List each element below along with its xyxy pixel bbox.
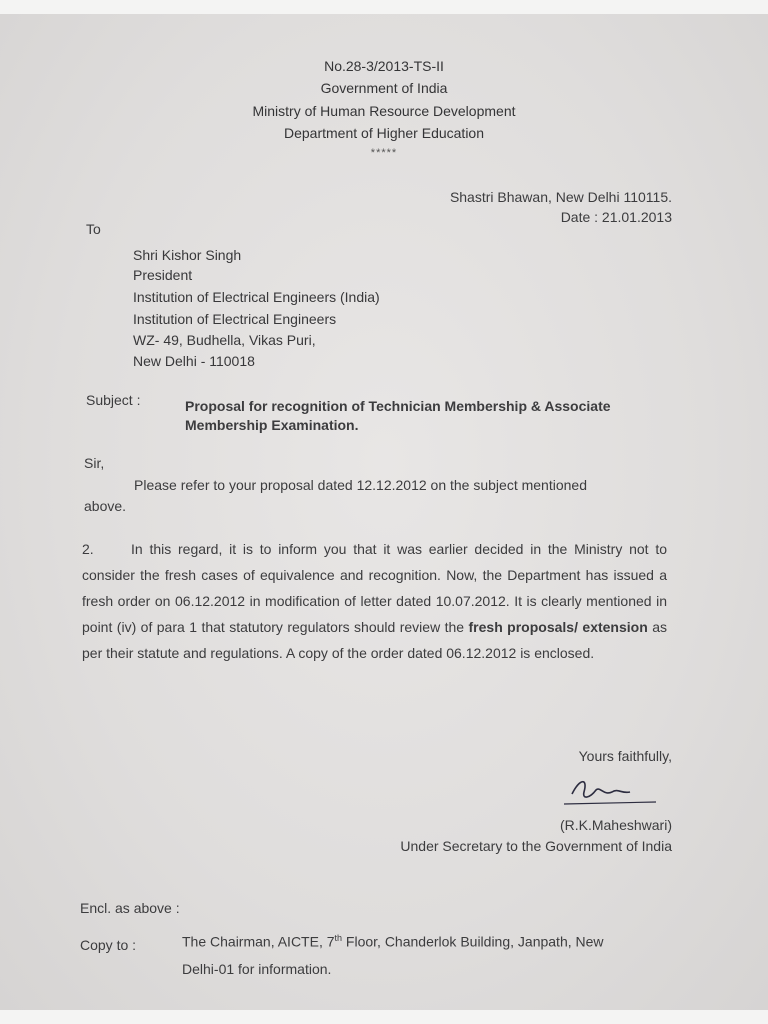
yours-faithfully: Yours faithfully, (578, 748, 672, 764)
para1-line-2: above. (84, 498, 127, 514)
recipient-line: New Delhi - 110018 (133, 353, 255, 369)
enclosure-note: Encl. as above : (80, 900, 180, 916)
copy-to-line-1-sup: th (334, 933, 343, 943)
subject-line-1: Proposal for recognition of Technician Membership & Associate (185, 398, 611, 414)
government-line: Government of India (320, 80, 448, 96)
para2 (82, 536, 667, 666)
signature-mark (560, 772, 660, 812)
copy-to-line-1 (182, 933, 604, 950)
place-line: Shastri Bhawan, New Delhi 110115. (449, 189, 672, 205)
para2-number: 2. (82, 541, 94, 557)
copy-to-line-2: Delhi-01 for information. (182, 961, 332, 977)
para1-line-1: Please refer to your proposal dated 12.12.2012 on the subject mentioned (134, 477, 587, 493)
recipient-line: President (133, 267, 193, 283)
para2-text-1: In this regard, it is to inform you that it was earlier decided in the Ministry not to consider the fresh cases of equivalence and recognition. Now, the Department has issued a fresh order on 06.12.2012 in modification of letter dated 10.07.2012. It is clearly mentioned in point (iv) of para 1 that statutory regulators should review the (82, 541, 667, 635)
ministry-line: Ministry of Human Resource Development (252, 103, 516, 119)
recipient-line: Shri Kishor Singh (133, 247, 242, 263)
department-line: Department of Higher Education (284, 125, 484, 141)
salutation: Sir, (84, 455, 105, 471)
recipient-line: Institution of Electrical Engineers (133, 311, 337, 327)
letter-page (0, 14, 768, 1010)
copy-to-label: Copy to : (80, 937, 137, 953)
recipient-line: WZ- 49, Budhella, Vikas Puri, (133, 332, 316, 348)
signatory-name: (R.K.Maheshwari) (559, 817, 672, 833)
copy-to-line-1-pre: The Chairman, AICTE, 7 (182, 933, 335, 950)
para2-text-2: as per their statute and regulations. A copy of the order dated 06.12.2012 is enclosed. (82, 619, 667, 661)
date-line: Date : 21.01.2013 (560, 209, 672, 225)
subject-line-2: Membership Examination. (185, 417, 359, 433)
signatory-designation: Under Secretary to the Government of India (400, 838, 672, 854)
to-label: To (86, 221, 101, 237)
para2-text-bold: fresh proposals/ extension (468, 619, 648, 635)
recipient-line: Institution of Electrical Engineers (India) (133, 289, 380, 305)
subject-label: Subject : (86, 392, 141, 408)
copy-to-line-1-post: Floor, Chanderlok Building, Janpath, New (342, 933, 604, 950)
file-number: No.28-3/2013-TS-II (324, 58, 444, 74)
header-stars: ***** (370, 147, 398, 159)
